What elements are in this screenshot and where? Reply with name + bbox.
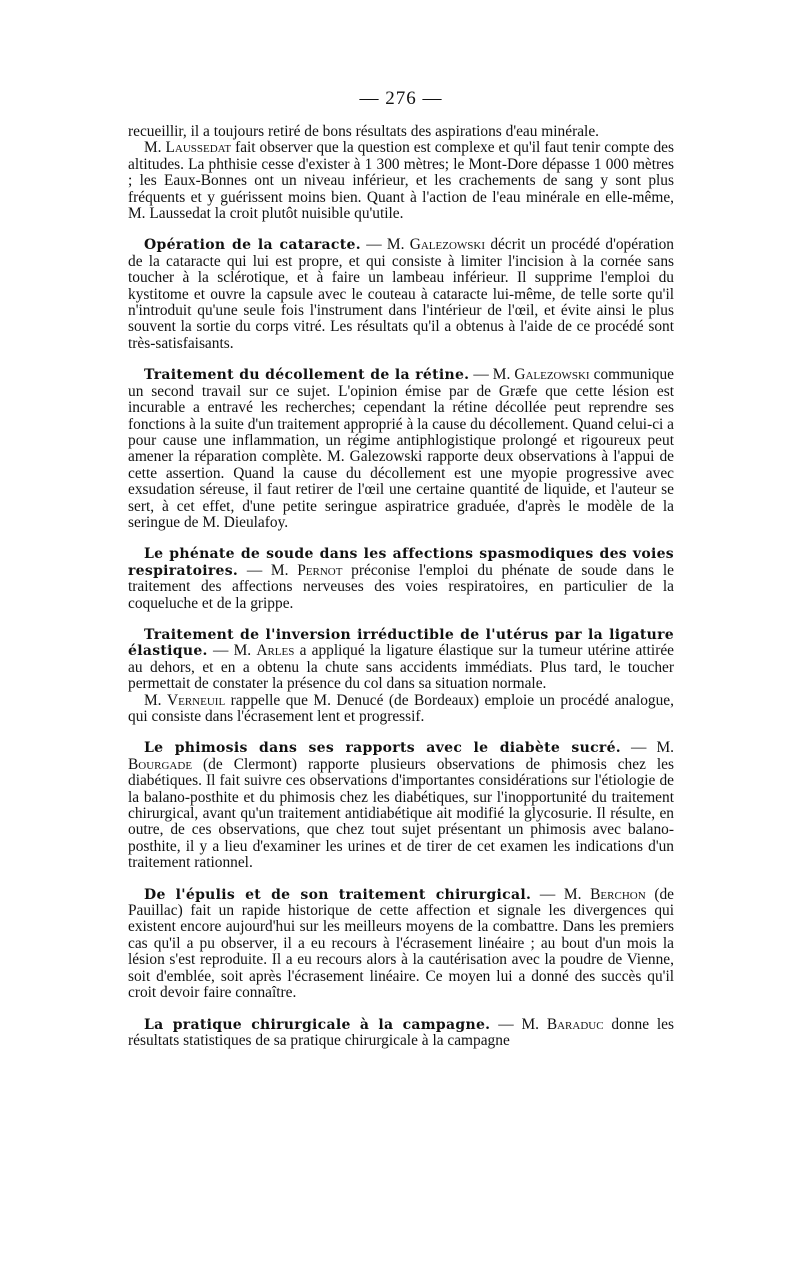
text-run: — M.	[238, 561, 298, 579]
author-name: Verneuil	[167, 691, 226, 709]
paragraph	[128, 627, 674, 693]
paragraph-gap	[128, 531, 674, 546]
section-heading: Traitement de l'inversion irréductible de l'utérus par la ligature élastique.	[128, 626, 674, 660]
paragraph-gap	[128, 612, 674, 627]
text-run: M.	[144, 139, 166, 157]
article-body	[128, 124, 674, 1049]
text-run: rappelle que M. Denucé (de Bordeaux) emploie un procédé analogue, qui consiste dans l'écrasement lent et progressif.	[128, 691, 674, 725]
author-name: Pernot	[297, 561, 343, 579]
author-name: Galezowski	[514, 366, 590, 384]
paragraph-gap	[128, 222, 674, 237]
section-heading: Le phénate de soude dans les affections spasmodiques des voies respiratoires.	[128, 546, 674, 579]
author-name: Laussedat	[165, 139, 232, 157]
paragraph	[128, 740, 674, 871]
paragraph	[128, 140, 674, 222]
page-number: — 276 —	[359, 88, 443, 109]
author-name: Baraduc	[546, 1015, 604, 1033]
paragraph-gap	[128, 1002, 674, 1017]
section-heading: La pratique chirurgicale à la campagne.	[144, 1016, 491, 1033]
text-run: communique un second travail sur ce sujet. L'opinion émise par de Græfe que cette lésion est incurable a entravé les recherches; cependant la rétine décollée peut reprendre ses fonctions à la suite d'un traitement approprié à la cause du décollement. Quand celui-ci a pour cause une inflammation, un régime antiphlogistique prolongé et rigoureux peut amener la réparation complète. M. Galezowski rapporte deux observations à l'appui de cette assertion. Quand la cause du décollement est une myopie progressive avec exsudation séreuse, il faut retirer de l'œil une certaine quantité de liquide, et l'auteur se sert, à cet effet, d'une petite seringue aspiratrice graduée, d'après le modèle de la seringue de M. Dieulafoy.	[128, 366, 674, 531]
section-heading: Traitement du décollement de la rétine.	[144, 367, 470, 384]
text-run: (de Pauillac) fait un rapide historique de cette affection et signale les divergences qui existent encore aujourd'hui sur les meilleurs moyens de la combattre. Dans les premiers cas qu'il a pu observer, il a eu recours à l'écrasement linéaire ; au bout d'un mois la lésion s'est reproduite. Il a eu recours alors à la cautérisation avec la poudre de Vienne, soit d'emblée, soit après l'écrasement linéaire. Ce moyen lui a donné des succès qu'il croit devoir faire connaître.	[128, 885, 674, 1002]
section-heading: De l'épulis et de son traitement chirurgical.	[144, 886, 532, 903]
text-run: préconise l'emploi du phénate de soude dans le traitement des affections nerveuses des voies respiratoires, en particulier de la coqueluche et de la grippe.	[128, 561, 675, 612]
paragraph-gap	[128, 725, 674, 740]
text-run: M.	[144, 691, 168, 709]
text-run: — M.	[469, 366, 515, 384]
text-run: (de Clermont) rapporte plusieurs observations de phimosis chez les diabétiques. Il fait suivre ces observations d'importantes considérations sur l'étiologie de la balano-posthite et du phimosis chez les diabétiques, sur l'inopportunité du traitement chirurgical, avant qu'un traitement antidiabétique ait modifié la glycosurie. Il résulte, en outre, de ces observations, que chez tout sujet présentant un phimosis avec balano-posthite, il y a lieu d'examiner les urines et de tirer de cet examen les indications d'un traitement rationnel.	[128, 755, 674, 872]
text-run: a appliqué la ligature élastique sur la tumeur utérine attirée au dehors, et en a obtenu la chute sans accidents immédiats. Plus tard, le toucher permettait de constater la présence du col dans sa situation normale.	[128, 642, 674, 693]
text-run: — M.	[360, 236, 410, 254]
text-run: — M.	[207, 642, 257, 660]
section-heading: Le phimosis dans ses rapports avec le diabète sucré.	[144, 740, 621, 757]
author-name: Galezowski	[409, 236, 486, 254]
text-run: recueillir, il a toujours retiré de bons résultats des aspirations d'eau minérale.	[128, 123, 599, 140]
author-name: Arles	[256, 642, 295, 660]
paragraph-gap	[128, 872, 674, 887]
paragraph	[128, 1017, 674, 1050]
text-run: — M.	[531, 885, 591, 903]
author-name: Berchon	[590, 885, 646, 903]
text-run: fait observer que la question est complexe et qu'il faut tenir compte des altitudes. La phthisie cesse d'exister à 1 300 mètres; le Mont-Dore dépasse 1 000 mètres ; les Eaux-Bonnes ont un niveau inférieur, et les crachements de sang y sont plus fréquents et y guérissent moins bien. Quant à l'action de l'eau minérale en elle-même, M. Laussedat la croit plutôt nuisible qu'utile.	[128, 139, 674, 223]
section-heading: Opération de la cataracte.	[144, 237, 361, 254]
paragraph	[128, 887, 674, 1002]
paragraph-gap	[128, 352, 674, 367]
text-run: — M.	[620, 739, 674, 757]
paragraph	[128, 546, 674, 612]
paragraph	[128, 124, 674, 140]
page	[128, 88, 674, 1049]
author-name: Bourgade	[128, 755, 193, 773]
text-run: décrit un procédé d'opération de la cataracte qui lui est propre, et qui consiste à limiter l'incision à la cornée sans toucher à la sclérotique, et à faire un lambeau inférieur. Il supprime l'emploi du kystitome et ouvre la capsule avec le couteau à cataracte lui-même, de telle sorte qu'il n'introduit qu'une seule fois l'instrument dans l'intérieur de l'œil, et évite ainsi le plus souvent la sortie du corps vitré. Les résultats qu'il a obtenus à l'aide de ce procédé sont très-satisfaisants.	[128, 236, 674, 352]
paragraph	[128, 237, 674, 352]
paragraph	[128, 693, 674, 726]
paragraph	[128, 367, 674, 531]
text-run: — M.	[490, 1015, 547, 1033]
text-run: donne les résultats statistiques de sa pratique chirurgicale à la campagne	[128, 1015, 674, 1049]
